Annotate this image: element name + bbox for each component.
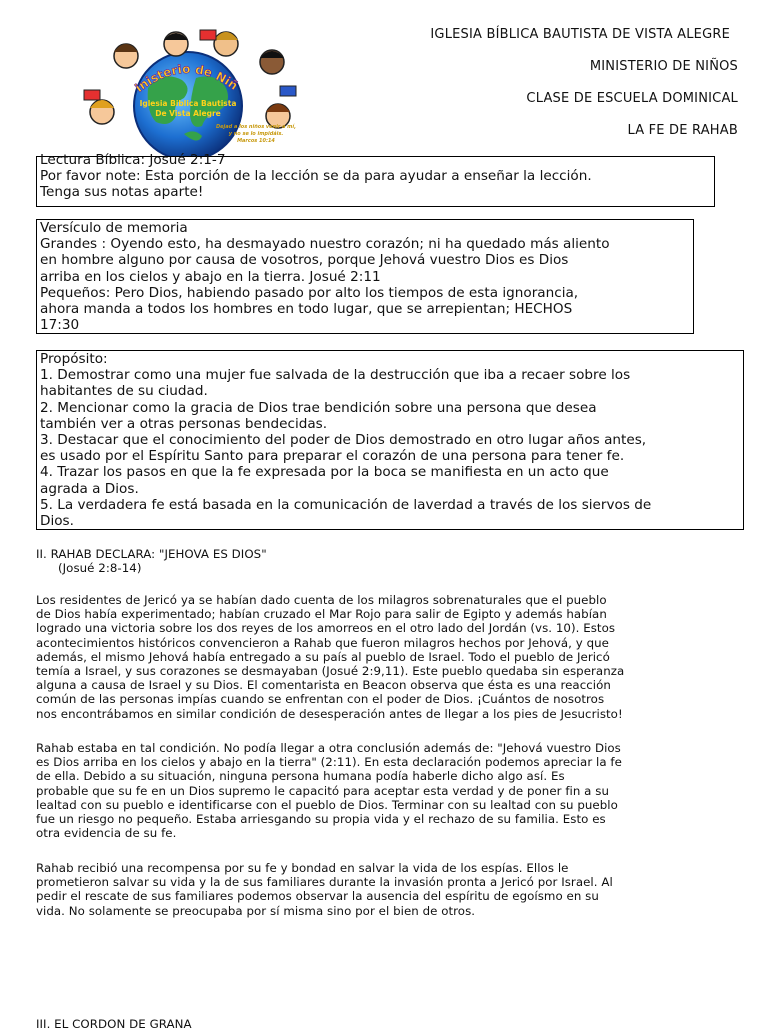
memory-line: en hombre alguno por causa de vosotros, porque Jehová vuestro Dios es Dios [40, 252, 569, 269]
memory-line: Versículo de memoria [40, 220, 188, 236]
purpose-line: agrada a Dios. [40, 480, 139, 497]
purpose-line: habitantes de su ciudad. [40, 383, 208, 400]
logo-title: inisterio de Niñ [132, 61, 241, 96]
paragraph-line: logrado una victoria sobre los dos reyes de los amorreos en el otro lado del Jordán (vs. 10). Estos [36, 621, 616, 636]
purpose-line: Propósito: [40, 351, 108, 367]
memory-line: 17:30 [40, 317, 80, 334]
church-name: IGLESIA BÍBLICA BAUTISTA DE VISTA ALEGRE [430, 27, 730, 42]
class-name: CLASE DE ESCUELA DOMINICAL [526, 91, 738, 106]
paragraph-line: común de las personas impías cuando se enfrentan con el poder de Dios. ¡Cuántos de nosotros [36, 692, 605, 707]
section-ii-heading-block [36, 547, 746, 575]
lesson-title: LA FE DE RAHAB [627, 123, 738, 138]
paragraph-line: lealtad con su pueblo e identificarse con el pueblo de Dios. Terminar con su lealtad con su pueblo [36, 797, 618, 812]
paragraph-line: nos encontrábamos en similar condición de desesperación antes de llegar a los pies de Jesucristo! [36, 706, 623, 721]
paragraph-line: de Dios había experimentado; habían cruzado el Mar Rojo para salir de Egipto y además habían [36, 607, 607, 622]
purpose-line: 3. Destacar que el conocimiento del poder de Dios demostrado en otro lugar años antes, [40, 432, 647, 449]
reading-line: Lectura Bíblica: Josué 2:1-7 [40, 152, 226, 168]
paragraph-line: de ella. Debido a su situación, ninguna persona humana podía haberle dicho algo así. Es [36, 769, 565, 784]
purpose-line: 5. La verdadera fe está basada en la comunicación de laverdad a través de los siervos de [40, 496, 652, 513]
logo-verse-2: y no se lo impidáis. [228, 131, 284, 137]
memory-verse-box [36, 219, 694, 334]
logo-verse-1: Dejad a los niños venir a mí, [216, 124, 296, 130]
reading-box [36, 152, 715, 207]
purpose-line: también ver a otras personas bendecidas. [40, 415, 328, 432]
paragraph-line: vida. No solamente se preocupaba por sí misma sino por el bien de otros. [36, 903, 476, 918]
purpose-line: 2. Mencionar como la gracia de Dios trae bendición sobre una persona que desea [40, 399, 597, 416]
paragraph-line: acontecimientos históricos convencieron a Rahab que fueron milagros hechos por Jehová, y que [36, 635, 609, 650]
paragraph-2 [36, 741, 746, 840]
reading-line: Por favor note: Esta porción de la lección se da para ayudar a enseñar la lección. [40, 168, 592, 185]
purpose-line: 4. Trazar los pasos en que la fe expresada por la boca se manifiesta en un acto que [40, 464, 609, 481]
ministry-logo [66, 28, 310, 158]
paragraph-1 [36, 593, 746, 721]
paragraph-line: alguna a causa de Israel y su Dios. El comentarista en Beacon observa que ésta es una reacción [36, 678, 611, 693]
paragraph-line: prometieron salvar su vida y la de sus familiares durante la invasión pronta a Jericó por Israel. Al [36, 875, 613, 890]
logo-subtitle-2: De Vista Alegre [155, 109, 221, 118]
section-iii-heading: III. EL CORDON DE GRANA [36, 1017, 192, 1031]
logo-subtitle-1: Iglesia Biblica Bautista [139, 99, 237, 108]
paragraph-line: temía a Israel, y sus corazones se desmayaban (Josué 2:9,11). Este pueblo quedaba sin esperanza [36, 664, 625, 679]
paragraph-line: pedir el rescate de sus familiares podemos observar la ausencia del espíritu de egoísmo en su [36, 889, 599, 904]
purpose-box [36, 350, 744, 530]
memory-line: arriba en los cielos y abajo en la tierra. Josué 2:11 [40, 268, 381, 285]
paragraph-line: otra evidencia de su fe. [36, 826, 177, 841]
section-ii-heading: II. RAHAB DECLARA: "JEHOVA ES DIOS" [36, 547, 267, 561]
purpose-line: Dios. [40, 513, 74, 530]
paragraph-line: además, el mismo Jehová había entregado a su país al pueblo de Israel. Todo el pueblo de Jericó [36, 649, 610, 664]
paragraph-3 [36, 861, 746, 918]
section-ii-ref: (Josué 2:8-14) [58, 561, 142, 576]
purpose-line: es usado por el Espíritu Santo para preparar el corazón de una persona para tener fe. [40, 448, 625, 465]
memory-line: ahora manda a todos los hombres en todo lugar, que se arrepientan; HECHOS [40, 301, 573, 318]
paragraph-line: fue un riesgo no pequeño. Estaba arriesgando su propia vida y el rechazo de su familia. Esto es [36, 812, 606, 827]
reading-line: Tenga sus notas aparte! [40, 184, 204, 201]
logo-verse-ref: Marcos 10:14 [237, 138, 275, 144]
paragraph-line: es Dios arriba en los cielos y abajo en la tierra" (2:11). En esta declaración podemos apreciar la fe [36, 755, 622, 770]
paragraph-line: Rahab estaba en tal condición. No podía llegar a otra conclusión además de: "Jehová vuestro Dios [36, 741, 621, 755]
memory-line: Pequeños: Pero Dios, habiendo pasado por alto los tiempos de esta ignorancia, [40, 284, 579, 301]
paragraph-line: probable que su fe en un Dios supremo le capacitó para aceptar esta verdad y de poner fin a su [36, 783, 609, 798]
purpose-line: 1. Demostrar como una mujer fue salvada de la destrucción que iba a recaer sobre los [40, 367, 631, 384]
ministry-name: MINISTERIO DE NIÑOS [589, 59, 738, 74]
memory-line: Grandes : Oyendo esto, ha desmayado nuestro corazón; ni ha quedado más aliento [40, 236, 610, 253]
paragraph-line: Rahab recibió una recompensa por su fe y bondad en salvar la vida de los espías. Ellos le [36, 861, 569, 875]
paragraph-line: Los residentes de Jericó ya se habían dado cuenta de los milagros sobrenaturales que el pueblo [36, 593, 607, 607]
